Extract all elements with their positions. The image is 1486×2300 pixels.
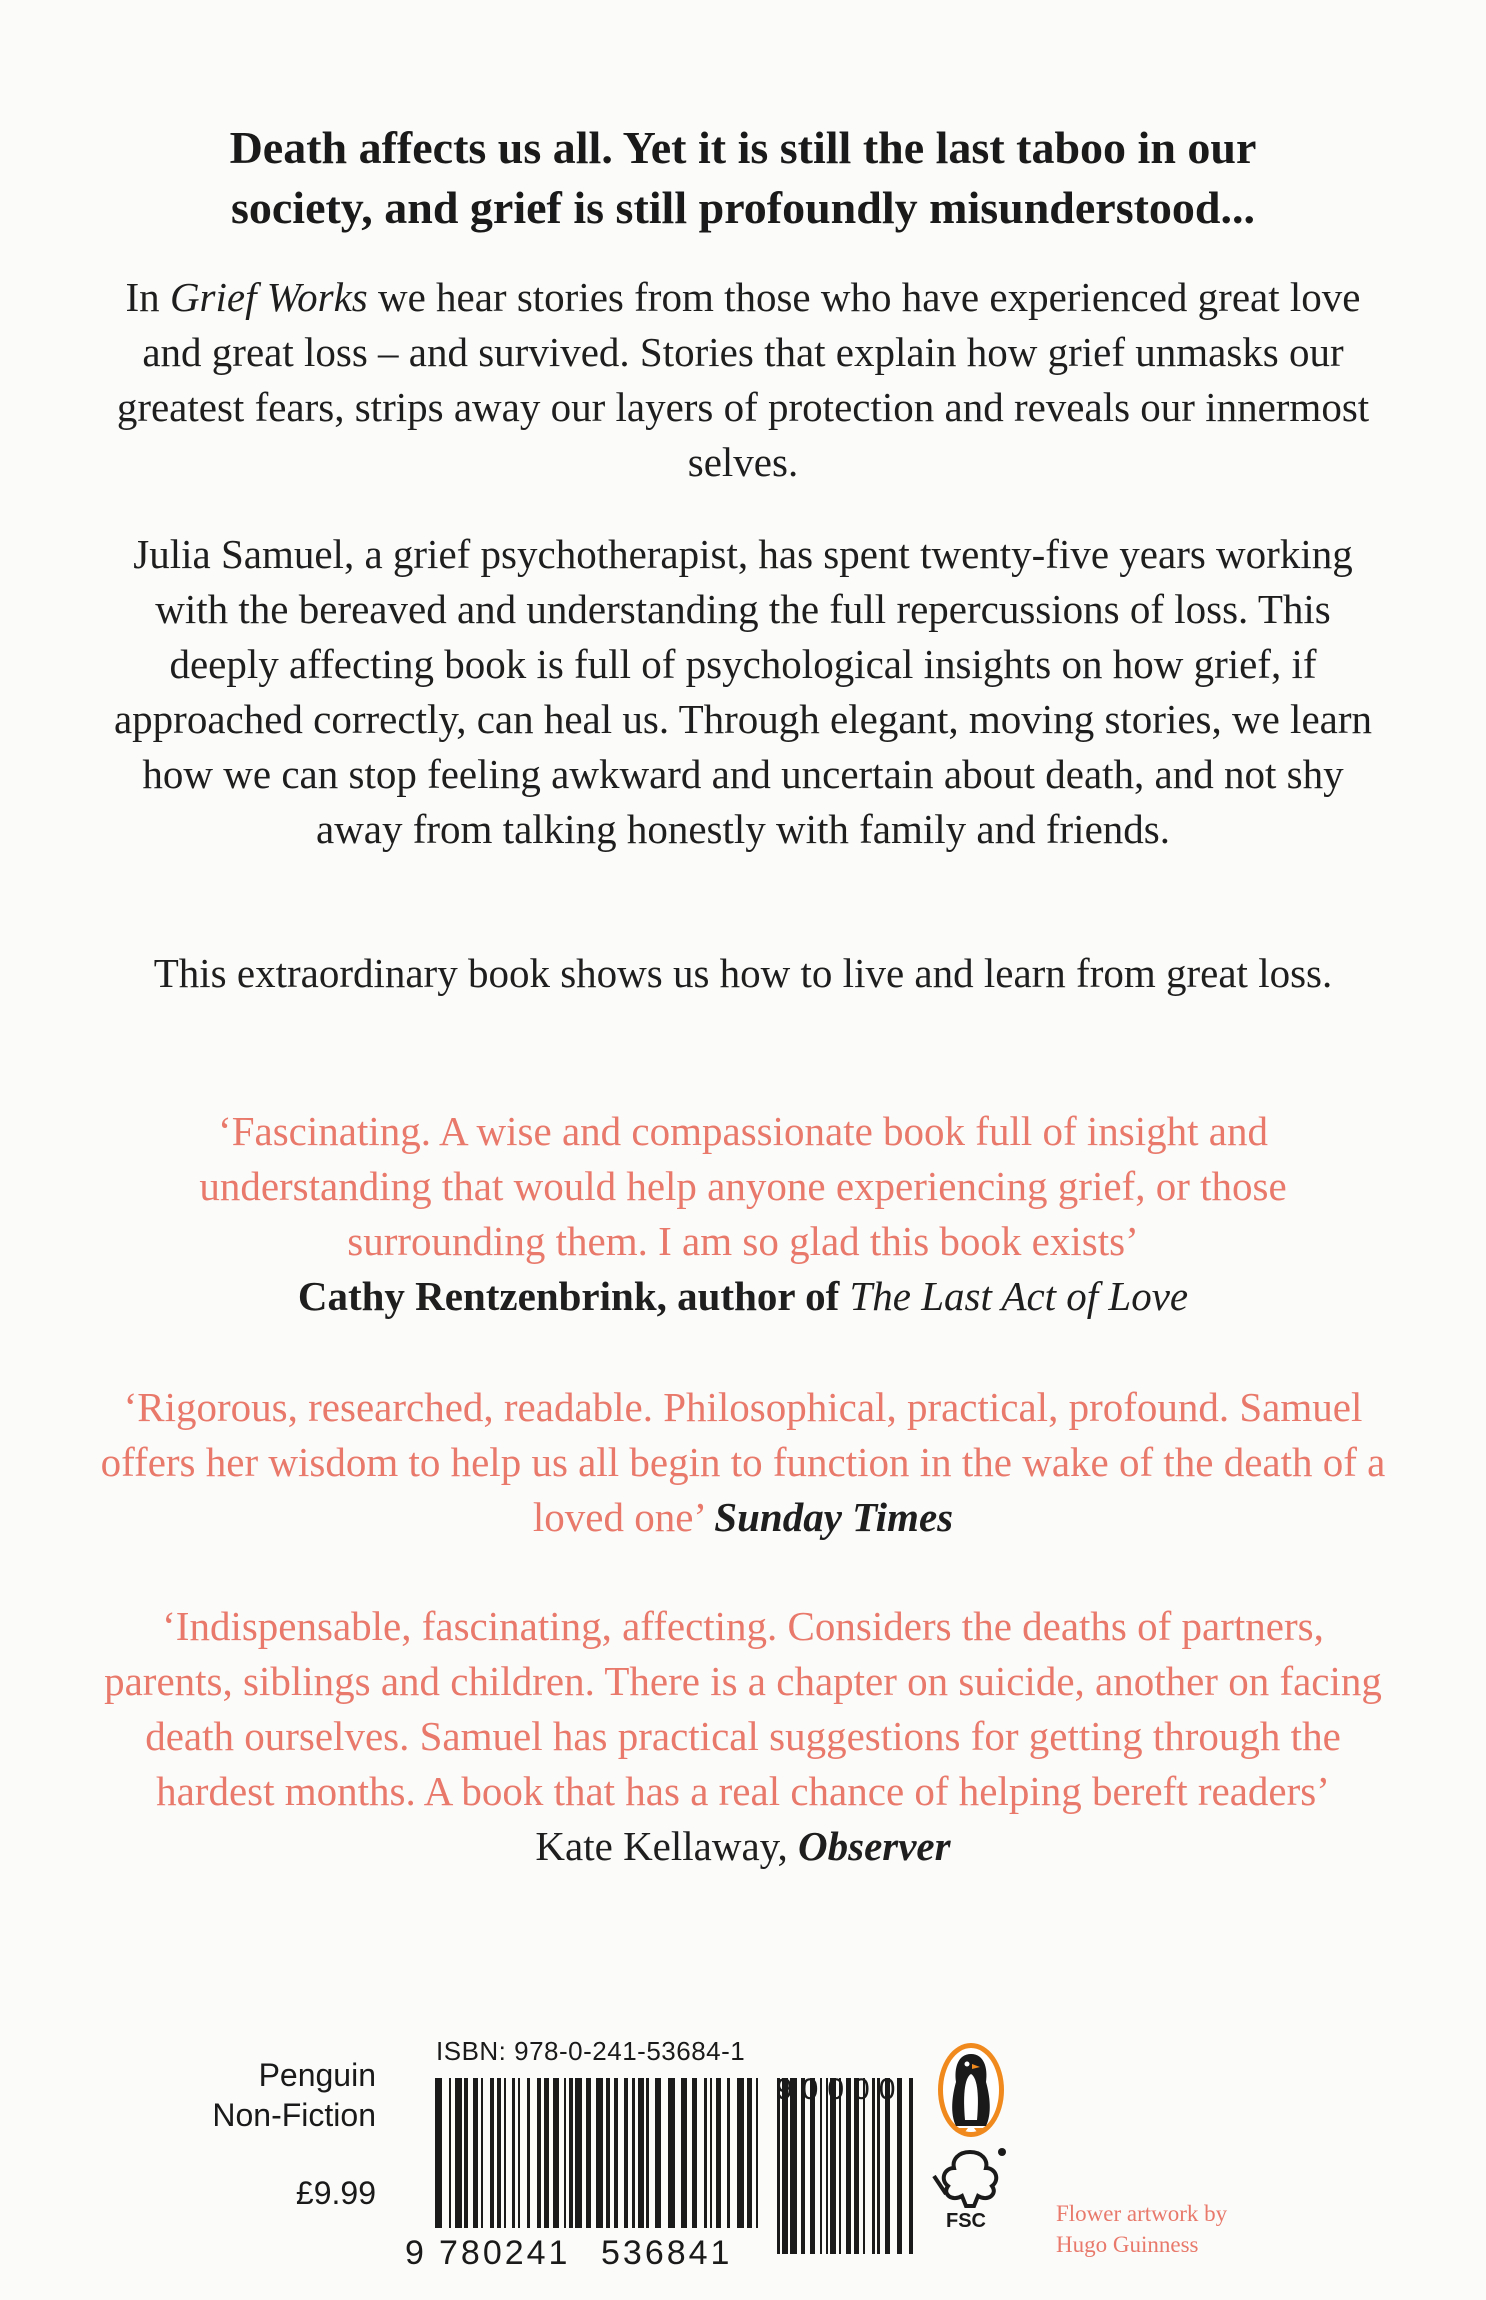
artwork-credit-line-1: Flower artwork by [1056, 2201, 1228, 2226]
review-quote-2 [100, 1380, 1386, 1545]
isbn-label: ISBN: 978-0-241-53684-1 [436, 2036, 746, 2066]
fsc-tree-icon [930, 2146, 1010, 2208]
artwork-credit-line-2: Hugo Guinness [1056, 2232, 1199, 2257]
author-paragraph: Julia Samuel, a grief psychotherapist, has spent twenty-five years working with the bereaved and understanding the full repercussions of loss. This deeply affecting book is full of psychological insights on how grief, if approached correctly, can heal us. Through elegant, moving stories, we learn how we can stop feeling awkward and uncertain about death, and not shy away from talking honestly with family and friends. [113, 531, 1372, 852]
barcode-group-1: 780241 [439, 2234, 571, 2268]
penguin-logo-icon [934, 2040, 1008, 2140]
book-title: Grief Works [169, 274, 368, 320]
headline-line-1: Death affects us all. Yet it is still the last taboo in our [229, 122, 1257, 173]
closing-paragraph: This extraordinary book shows us how to live and learn from great loss. [153, 950, 1333, 996]
review-quote-1-attribution [100, 1269, 1386, 1324]
price: £9.99 [295, 2175, 376, 2211]
fsc-label: FSC [946, 2210, 986, 2232]
review-quote-3 [100, 1599, 1386, 1874]
review-quote-3-attribution [100, 1819, 1386, 1874]
review-quote-1-work: The Last Act of Love [849, 1273, 1189, 1319]
barcode-lead-digit: 9 [405, 2234, 424, 2268]
publisher-line-2: Non-Fiction [212, 2097, 376, 2133]
review-quote-1 [100, 1104, 1386, 1324]
review-quote-1-author: Cathy Rentzenbrink, author of [297, 1273, 850, 1319]
publisher-label [212, 2055, 376, 2135]
intro-paragraph [100, 270, 1386, 490]
headline-line-2: society, and grief is still profoundly misunderstood... [230, 182, 1256, 233]
review-quote-3-work: Observer [798, 1823, 951, 1869]
artwork-credit [1056, 2198, 1227, 2260]
review-quote-3-text: ‘Indispensable, fascinating, affecting. Considers the deaths of partners, parents, siblings and children. There is a chapter on suicide, another on facing death ourselves. Samuel has practical suggestions for getting through the hardest months. A book that has a real chance of helping bereft readers’ [104, 1603, 1382, 1814]
intro-prefix: In [125, 274, 170, 320]
barcode-addon-digits: 90000 [776, 2073, 905, 2106]
headline [120, 118, 1366, 238]
barcode-group-2: 536841 [601, 2234, 733, 2268]
publisher-line-1: Penguin [258, 2057, 376, 2093]
barcode-main-bars [435, 2078, 758, 2228]
intro-rest: we hear stories from those who have experienced great love and great loss – and survived. Stories that explain how grief unmasks our greatest fears, strips away our layers of protection and reveals our innermost selves. [116, 274, 1370, 485]
review-quote-3-author: Kate Kellaway, [535, 1823, 798, 1869]
review-quote-1-text: ‘Fascinating. A wise and compassionate book full of insight and understanding that would help anyone experiencing grief, or those surrounding them. I am so glad this book exists’ [199, 1108, 1287, 1264]
review-quote-2-source: Sunday Times [714, 1494, 954, 1540]
review-quote-2-text: ‘Rigorous, researched, readable. Philosophical, practical, profound. Samuel offers her wisdom to help us all begin to function in the wake of the death of a loved one’ [100, 1384, 1386, 1540]
